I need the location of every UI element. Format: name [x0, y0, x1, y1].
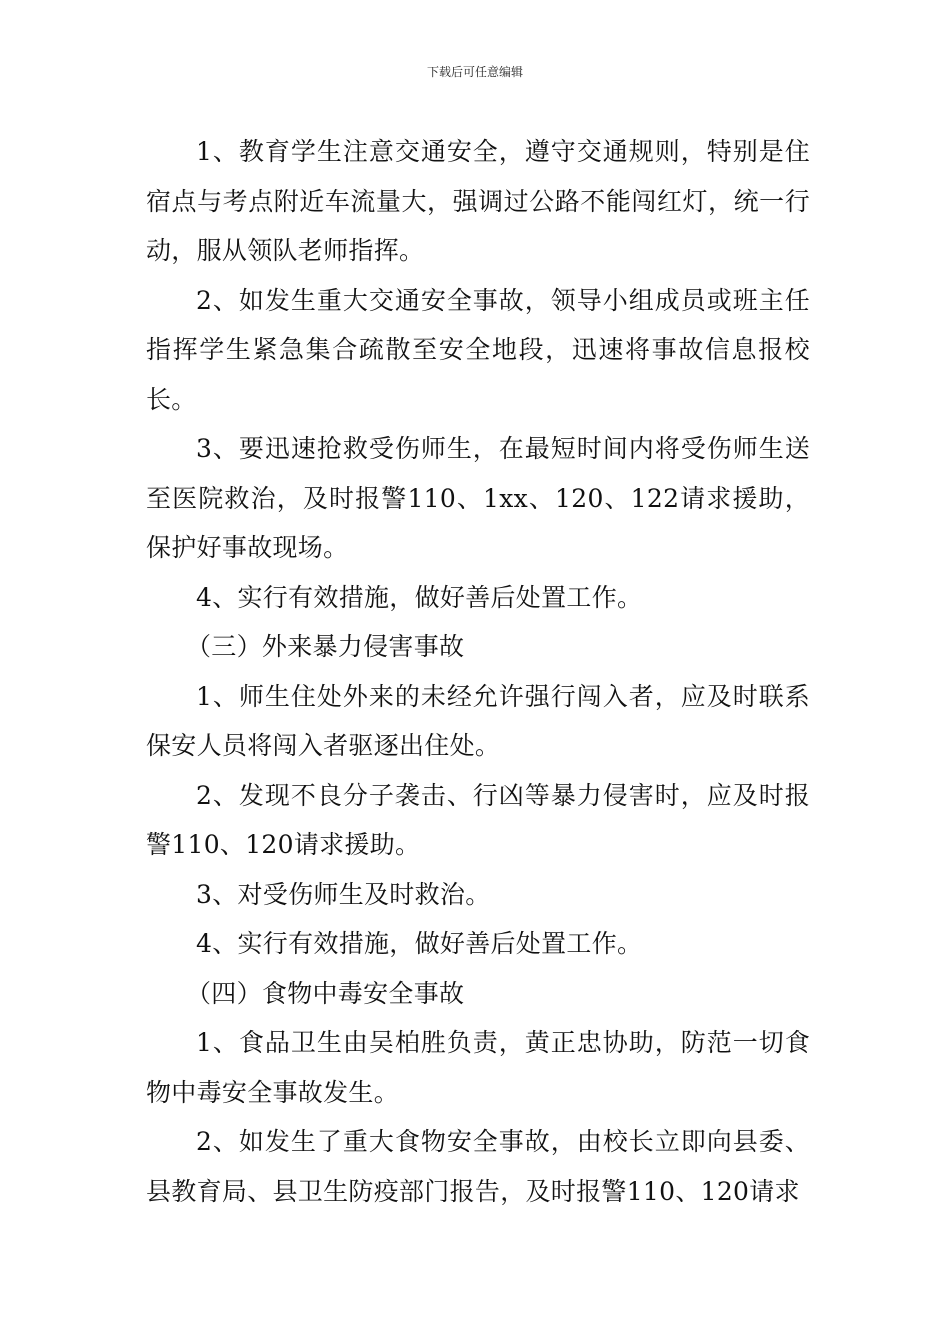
paragraph-traffic-1: 1、教育学生注意交通安全，遵守交通规则，特别是住宿点与考点附近车流量大，强调过公路不能闯红灯，统一行动，服从领队老师指挥。	[146, 137, 810, 265]
paragraph-traffic-4: 4、实行有效措施，做好善后处置工作。	[196, 582, 643, 612]
page-header-note: 下载后可任意编辑	[426, 65, 523, 79]
document-body	[146, 127, 810, 1216]
paragraph-food-1: 1、食品卫生由吴柏胜负责，黄正忠协助，防范一切食物中毒安全事故发生。	[146, 1028, 810, 1107]
paragraph-violence-2: 2、发现不良分子袭击、行凶等暴力侵害时，应及时报警110、120请求援助。	[146, 780, 810, 859]
paragraph-violence-3: 3、对受伤师生及时救治。	[196, 879, 491, 909]
paragraph-traffic-3: 3、要迅速抢救受伤师生，在最短时间内将受伤师生送至医院救治，及时报警110、1xx、120、122请求援助，保护好事故现场。	[146, 434, 810, 562]
section-heading-violence: （三）外来暴力侵害事故	[186, 632, 465, 661]
paragraph-traffic-2: 2、如发生重大交通安全事故，领导小组成员或班主任指挥学生紧急集合疏散至安全地段，迅速将事故信息报校长。	[146, 285, 810, 414]
paragraph-violence-4: 4、实行有效措施，做好善后处置工作。	[196, 929, 643, 958]
section-heading-food-poisoning: （四）食物中毒安全事故	[186, 978, 465, 1008]
paragraph-food-2: 2、如发生了重大食物安全事故，由校长立即向县委、县教育局、县卫生防疫部门报告，及时报警110、120请求	[146, 1127, 810, 1206]
paragraph-violence-1: 1、师生住处外来的未经允许强行闯入者，应及时联系保安人员将闯入者驱逐出住处。	[146, 681, 810, 760]
